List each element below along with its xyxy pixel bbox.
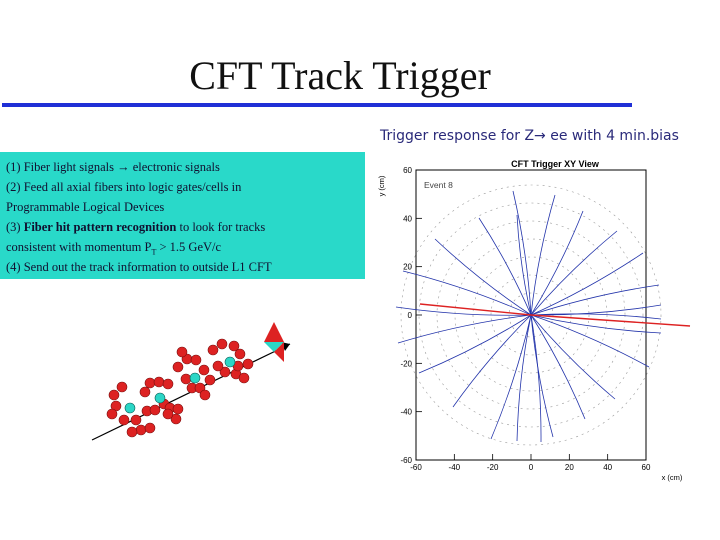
track-line — [531, 195, 555, 315]
y-axis-label: y (cm) — [377, 175, 386, 197]
track-line — [531, 315, 649, 367]
slide-title: CFT Track Trigger — [189, 53, 491, 98]
x-tick-label: 60 — [641, 463, 651, 472]
event-label: Event 8 — [424, 180, 453, 190]
track-line — [435, 239, 531, 315]
x-axis-label: x (cm) — [661, 473, 683, 482]
x-tick-label: 40 — [603, 463, 613, 472]
track-line — [517, 315, 531, 441]
track-line — [531, 315, 661, 333]
list-item: (1) Fiber light signals → electronic signals — [6, 160, 220, 174]
plot-caption: Trigger response for Z→ ee with 4 min.bias — [380, 128, 679, 144]
track-line — [531, 253, 643, 315]
track-line — [513, 191, 531, 315]
x-tick-label: 20 — [564, 463, 574, 472]
electron-track — [420, 304, 531, 315]
x-tick-label: -40 — [448, 463, 461, 472]
y-tick-label: 0 — [407, 311, 412, 320]
track-line — [491, 315, 531, 439]
emphasis-text: Fiber hit pattern recognition — [23, 220, 177, 234]
track-line — [531, 305, 661, 315]
x-tick-label: -20 — [486, 463, 499, 472]
y-tick-label: 20 — [403, 262, 412, 272]
y-tick-label: -60 — [400, 456, 412, 465]
x-tick-label: -60 — [410, 463, 422, 472]
x-tick-label: 0 — [528, 463, 534, 472]
track-line — [453, 315, 531, 407]
y-tick-label: 60 — [403, 166, 412, 175]
track-line — [398, 315, 531, 343]
list-item: (3) Fiber hit pattern recognition to look for tracks — [6, 220, 266, 234]
track-line — [531, 285, 659, 315]
track-line — [531, 315, 585, 419]
electron-track — [531, 315, 690, 326]
y-tick-label: 40 — [403, 214, 412, 224]
y-tick-label: -20 — [400, 359, 412, 369]
list-item: (2) Feed all axial fibers into logic gates/cells in — [6, 180, 242, 194]
y-tick-label: -40 — [400, 407, 412, 417]
plot-title: CFT Trigger XY View — [511, 159, 599, 169]
track-line — [479, 218, 531, 315]
list-item: consistent with momentum $P_T > 1.5$ GeV/c — [6, 240, 222, 257]
list-item: Programmable Logical Devices — [6, 200, 165, 214]
list-item: (4) Send out the track information to outside L1 CFT — [6, 260, 272, 274]
